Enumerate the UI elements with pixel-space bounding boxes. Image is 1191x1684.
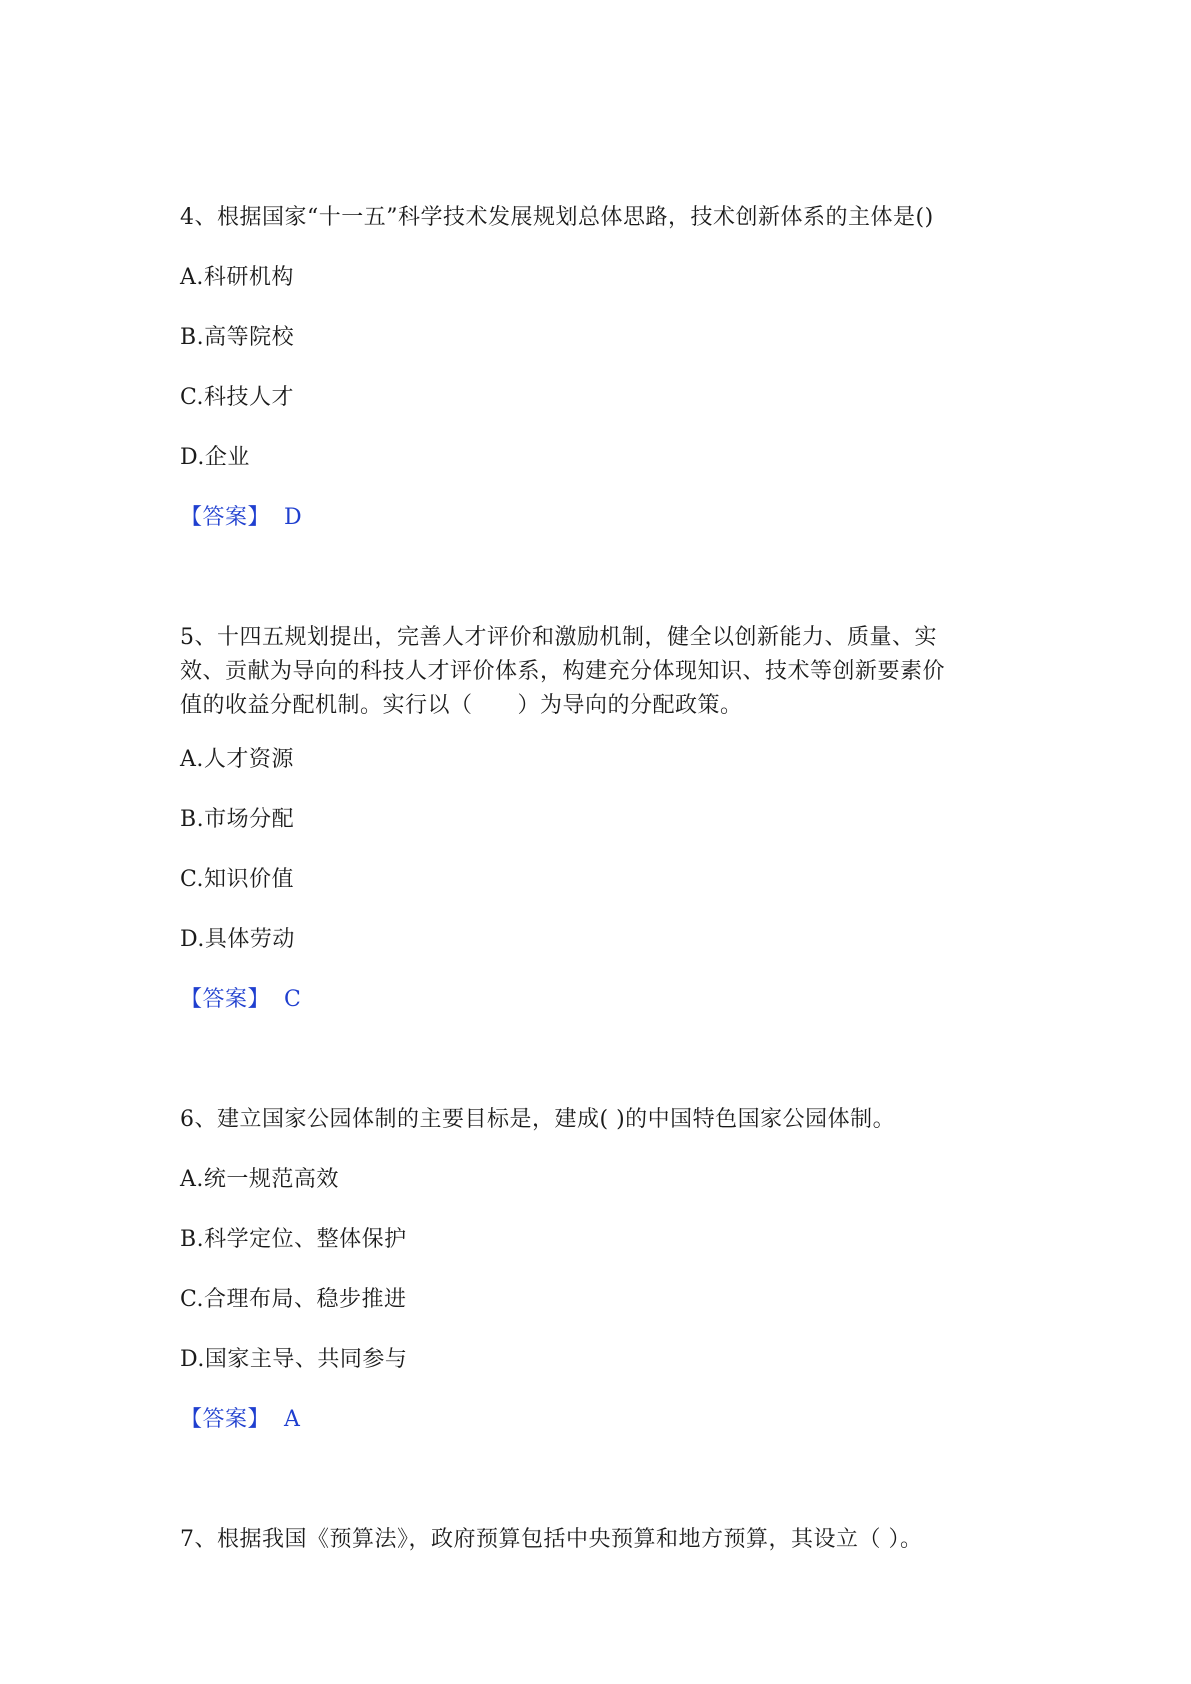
question-5-option-b: B.市场分配 xyxy=(180,807,295,832)
question-6-option-a: A.统一规范高效 xyxy=(180,1167,339,1192)
question-7-stem: 7、根据我国《预算法》，政府预算包括中央预算和地方预算，其设立（ ）。 xyxy=(180,1527,923,1552)
question-4-option-b: B.高等院校 xyxy=(180,325,295,350)
answer-value: A xyxy=(284,1407,301,1432)
question-4-stem: 4、根据国家“十一五”科学技术发展规划总体思路，技术创新体系的主体是() xyxy=(180,205,934,230)
question-6-option-c: C.合理布局、稳步推进 xyxy=(180,1287,407,1312)
question-4-option-c: C.科技人才 xyxy=(180,385,295,410)
answer-value: D xyxy=(284,505,303,530)
question-4-option-d: D.企业 xyxy=(180,445,250,470)
question-5-stem-line-3: 值的收益分配机制。实行以（ ）为导向的分配政策。 xyxy=(180,693,743,718)
answer-label: 【答案】 xyxy=(180,1407,271,1432)
question-5-answer xyxy=(180,984,301,1016)
answer-label: 【答案】 xyxy=(180,505,271,530)
question-6-stem: 6、建立国家公园体制的主要目标是，建成( )的中国特色国家公园体制。 xyxy=(180,1107,896,1132)
question-6-answer xyxy=(180,1404,300,1436)
question-5-option-d: D.具体劳动 xyxy=(180,927,295,952)
question-4-option-a: A.科研机构 xyxy=(180,265,294,290)
question-5-option-a: A.人才资源 xyxy=(180,747,294,772)
question-6-option-d: D.国家主导、共同参与 xyxy=(180,1347,408,1372)
question-5-option-c: C.知识价值 xyxy=(180,867,295,892)
question-4-answer xyxy=(180,502,302,534)
question-5-stem-line-1: 5、十四五规划提出，完善人才评价和激励机制，健全以创新能力、质量、实 xyxy=(180,625,937,650)
answer-label: 【答案】 xyxy=(180,987,271,1012)
question-6-option-b: B.科学定位、整体保护 xyxy=(180,1227,407,1252)
question-5-stem-line-2: 效、贡献为导向的科技人才评价体系，构建充分体现知识、技术等创新要素价 xyxy=(180,659,946,684)
answer-value: C xyxy=(284,987,302,1012)
